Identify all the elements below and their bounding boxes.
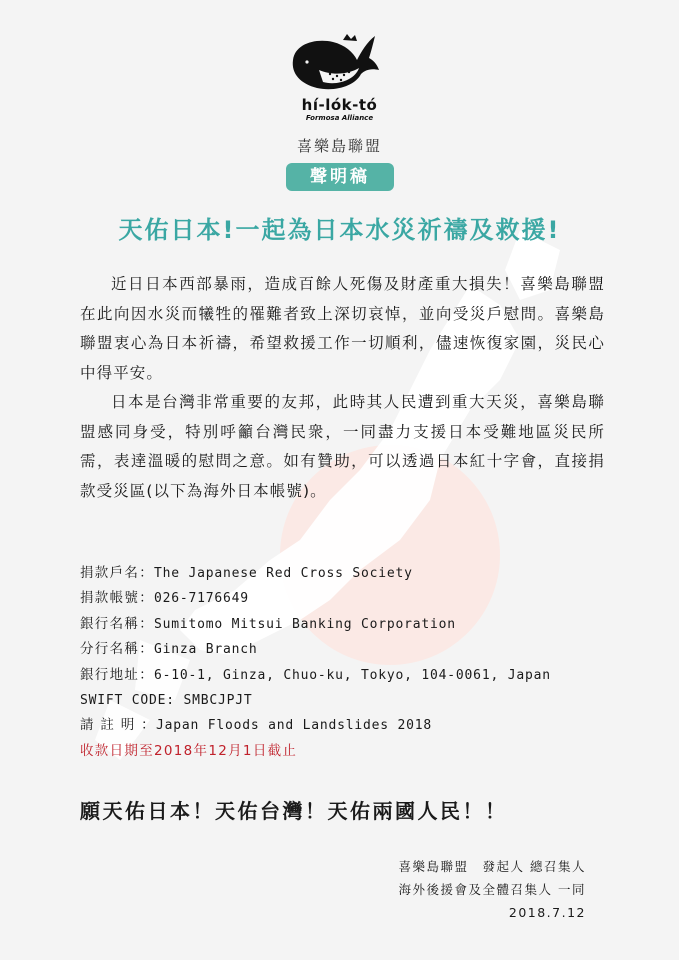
body-paragraph: 近日日本西部暴雨，造成百餘人死傷及財產重大損失！喜樂島聯盟在此向因水災而犧牲的罹難者致上深切哀悼，並向受災戶慰問。喜樂島聯盟衷心為日本祈禱，希望救援工作一切順利，儘速恢復家園，災民心中得平安。 xyxy=(80,275,605,382)
row-value: 6-10-1, Ginza, Chuo-ku, Tokyo, 104-0061, Japan xyxy=(154,667,551,683)
whale-logo-icon xyxy=(285,30,385,92)
row-label: 分行名稱： xyxy=(80,641,154,658)
row-label: 銀行地址： xyxy=(80,666,154,683)
signature-date: 2018.7.12 xyxy=(508,905,586,920)
closing-statement: 願天佑日本！天佑台灣！天佑兩國人民！！ xyxy=(80,799,508,823)
row-value: 026-7176649 xyxy=(154,591,249,607)
signature-line: 喜樂島聯盟 發起人 總召集人 xyxy=(398,859,586,874)
donation-deadline: 收款日期至2018年12月1日截止 xyxy=(80,742,298,759)
account-name-row xyxy=(80,561,620,586)
body-paragraph: 日本是台灣非常重要的友邦，此時其人民遭到重大天災，喜樂島聯盟感同身受，特別呼籲台灣民衆，一同盡力支援日本受難地區災民所需，表達溫暖的慰問之意。如有贊助，可以透過日本紅十字會，直接捐款受災區(以下為海外日本帳號)。 xyxy=(80,393,605,500)
statement-body xyxy=(80,270,605,506)
row-value: Sumitomo Mitsui Banking Corporation xyxy=(154,616,456,632)
organization-name: 喜樂島聯盟 xyxy=(296,137,382,155)
row-label: 請 註 明 ： xyxy=(80,717,156,734)
signature-line: 海外後援會及全體召集人 一同 xyxy=(398,882,586,897)
brand-name: hí-lók-tó xyxy=(301,96,378,114)
swift-code-row xyxy=(80,688,620,713)
brand-subtitle: Formosa Alliance xyxy=(305,114,374,122)
press-release-badge: 聲明稿 xyxy=(286,163,394,191)
row-label: 捐款戶名： xyxy=(80,565,154,581)
donation-details xyxy=(80,561,620,763)
account-number-row xyxy=(80,586,620,611)
bank-address-row xyxy=(80,663,620,688)
signature-block xyxy=(399,855,586,924)
row-value: SMBCJPJT xyxy=(183,693,253,709)
bank-name-row xyxy=(80,612,620,637)
row-label: 銀行名稱： xyxy=(80,615,154,632)
row-label: SWIFT CODE: xyxy=(80,693,184,709)
row-value: The Japanese Red Cross Society xyxy=(154,566,413,581)
headline: 天佑日本!一起為日本水災祈禱及救援! xyxy=(118,216,561,244)
note-row xyxy=(80,713,620,738)
row-value: Ginza Branch xyxy=(154,642,258,658)
branch-name-row xyxy=(80,637,620,662)
row-value: Japan Floods and Landslides 2018 xyxy=(155,718,433,734)
row-label: 捐款帳號： xyxy=(80,590,154,607)
